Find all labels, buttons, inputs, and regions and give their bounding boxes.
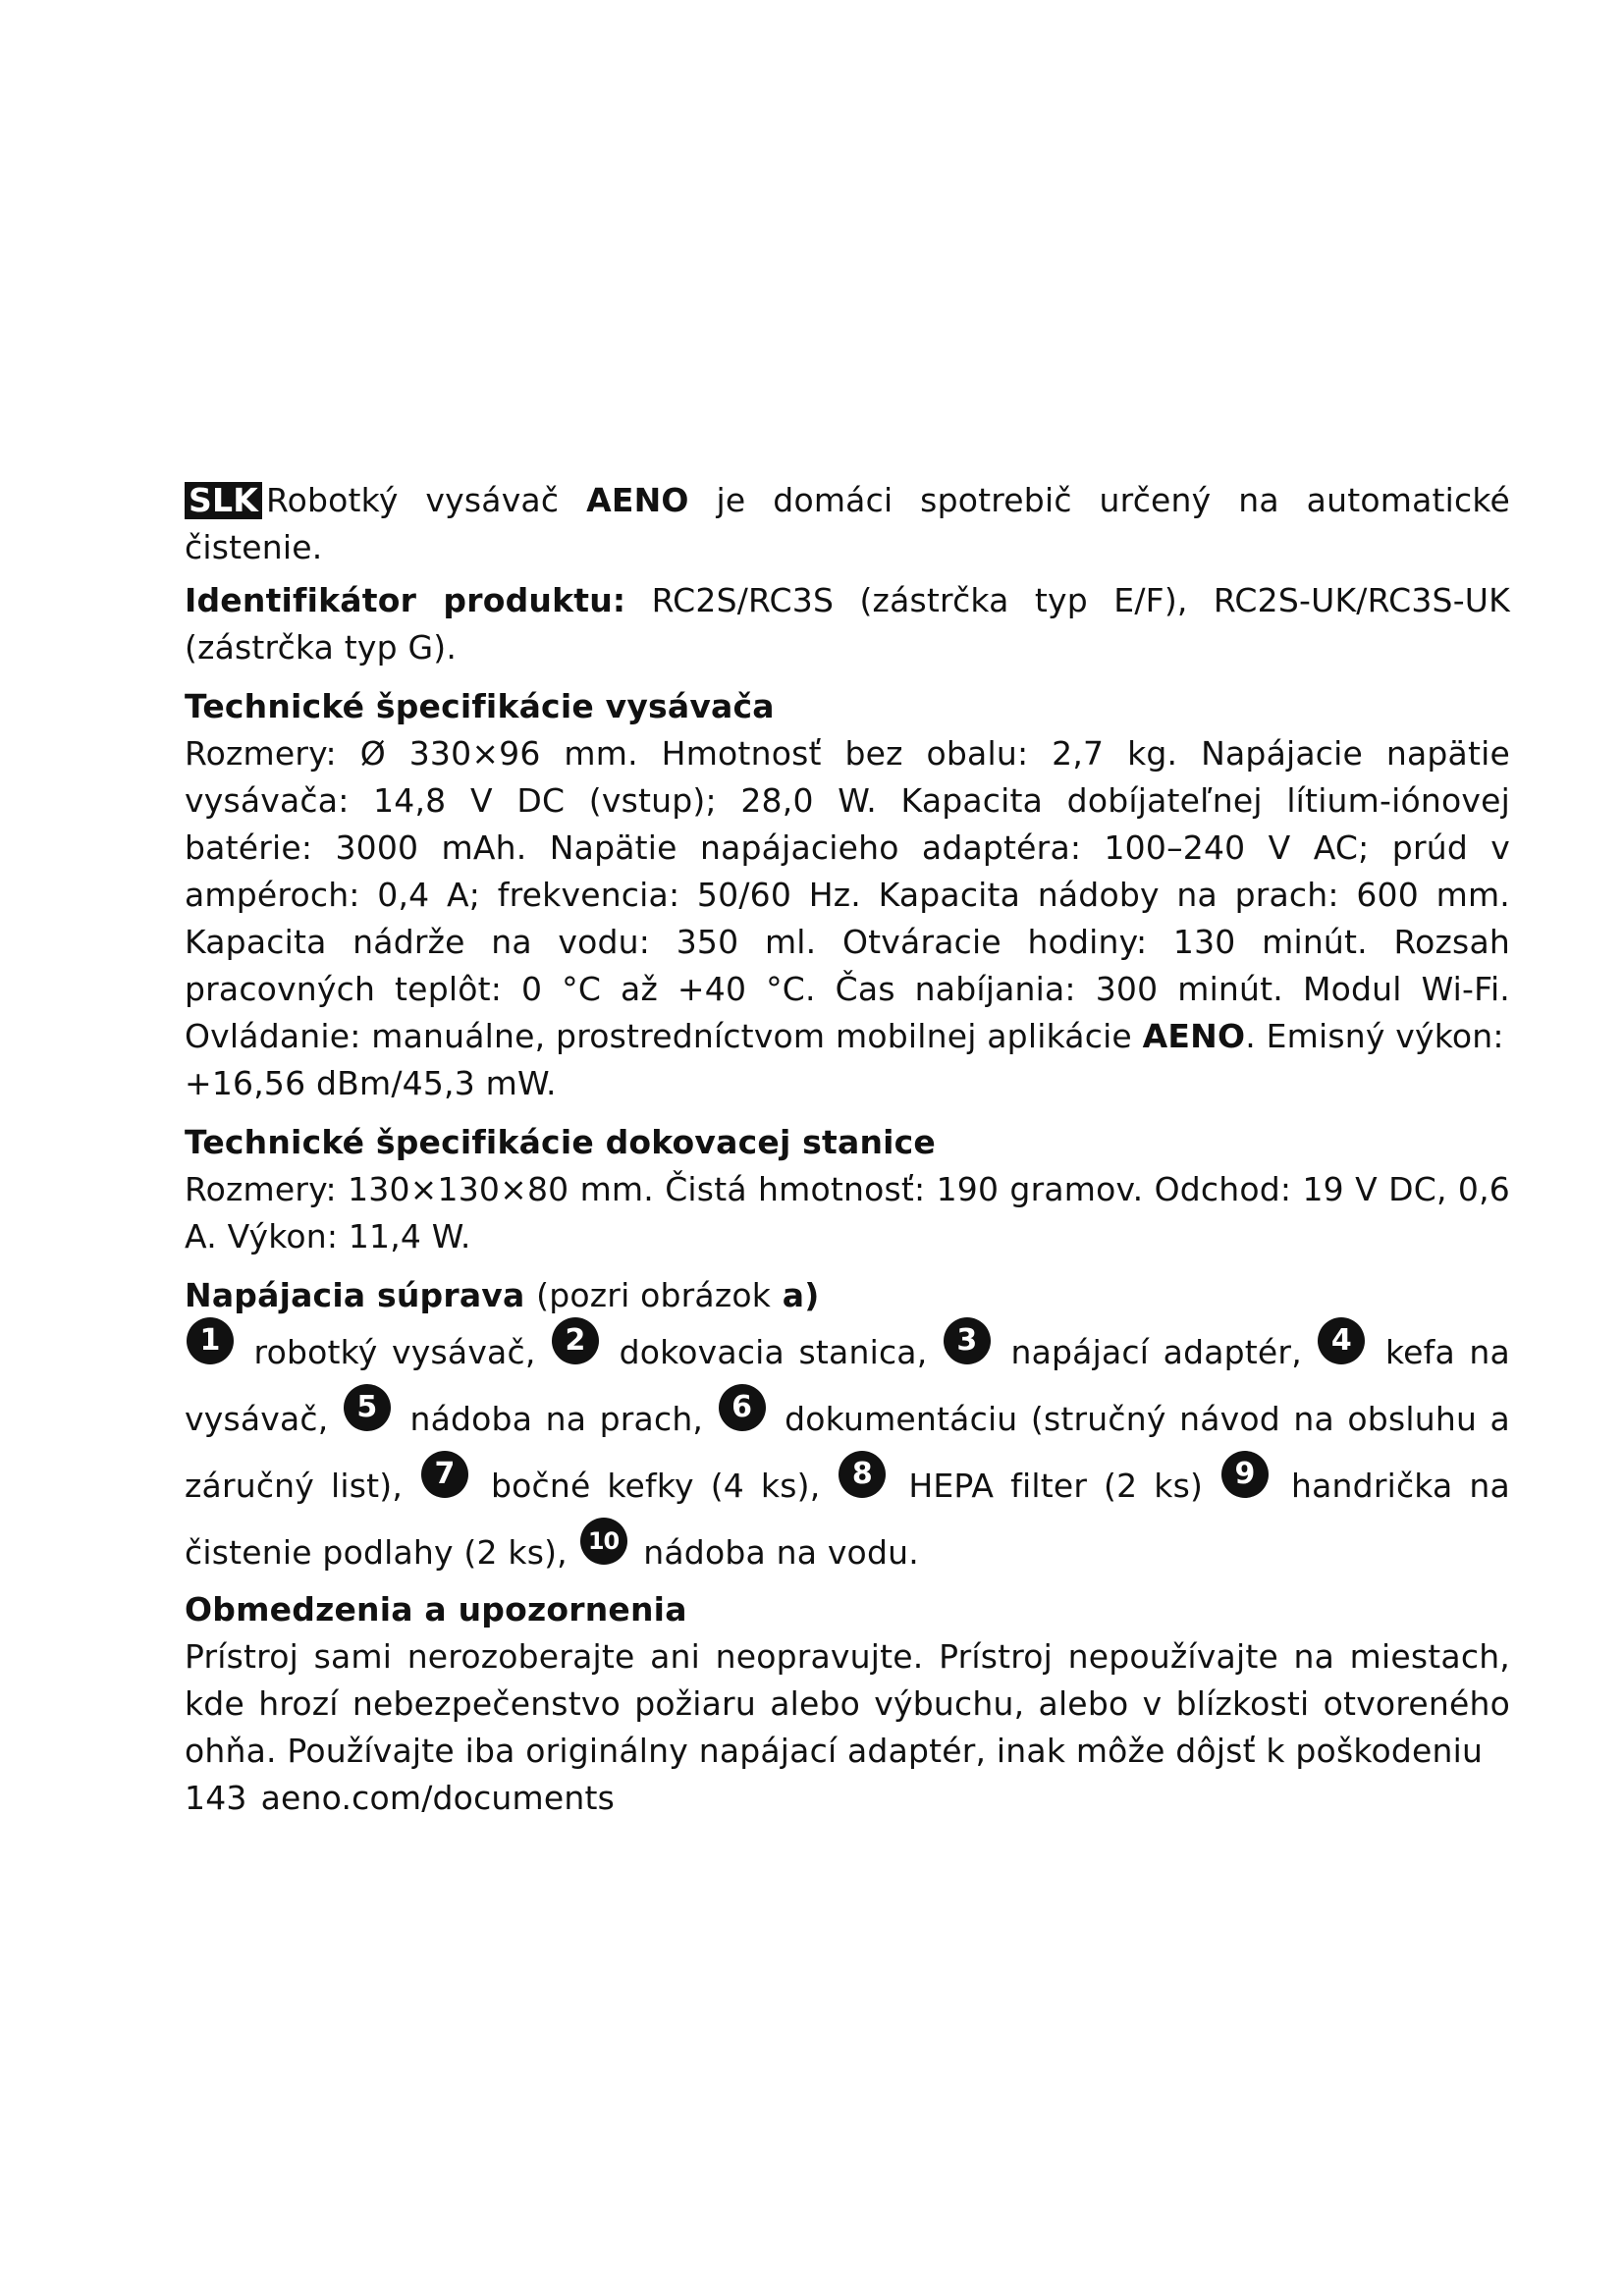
number-9-icon: 9 bbox=[1221, 1451, 1269, 1498]
footer-url: aeno.com/documents bbox=[260, 1779, 616, 1817]
document-page bbox=[185, 477, 1510, 1822]
dock-specs-paragraph: Rozmery: 130×130×80 mm. Čistá hmotnosť: 190 gramov. Odchod: 19 V DC, 0,6 A. Výkon: 11,4 W. bbox=[185, 1170, 1510, 1255]
number-1-icon: 1 bbox=[187, 1317, 234, 1364]
identifier-label: Identifikátor produktu: bbox=[185, 581, 626, 619]
list-item bbox=[550, 1322, 928, 1371]
kit-item-text: HEPA filter (2 ks) bbox=[908, 1467, 1204, 1505]
number-8-icon: 8 bbox=[839, 1451, 886, 1498]
intro-text-after: je domáci spotrebič určený na automatické čistenie. bbox=[185, 481, 1510, 566]
kit-item-text: robotký vysávač, bbox=[253, 1333, 536, 1371]
number-3-icon: 3 bbox=[944, 1317, 991, 1364]
vacuum-specs-text-last: +16,56 dBm/45,3 mW. bbox=[185, 1064, 557, 1102]
kit-item-text: handrička na čistenie podlahy (2 ks), bbox=[185, 1467, 1510, 1572]
kit-item-text: napájací adaptér, bbox=[1010, 1333, 1302, 1371]
identifier-text: RC2S/RC3S (zástrčka typ E/F), RC2S-UK/RC3S-UK (zástrčka typ G). bbox=[185, 581, 1510, 667]
kit-item-text: nádoba na vodu. bbox=[643, 1533, 919, 1572]
list-item bbox=[419, 1456, 821, 1505]
kit-heading-note: (pozri obrázok bbox=[536, 1276, 772, 1314]
number-7-icon: 7 bbox=[421, 1451, 468, 1498]
kit-item-text: bočné kefky (4 ks), bbox=[490, 1467, 821, 1505]
number-4-icon: 4 bbox=[1318, 1317, 1365, 1364]
vacuum-specs-text: Rozmery: Ø 330×96 mm. Hmotnosť bez obalu: 2,7 kg. Napájacie napätie vysávača: 14,8 V DC (vstup); 28,0 W. Kapacita dobíjateľnej lítium-iónovej batérie: 3000 mAh. Napätie napájacieho adaptéra: 100–240 V AC; prúd v ampéroch: 0,4 A; frekvencia: 50/60 Hz. Kapacita nádoby na prach: 600 mm. Kapacita nádrže na vodu: 350 ml. Otváracie hodiny: 130 minút. Rozsah pracovných teplôt: 0 °C až +40 °C. Čas nabíjania: 300 minút. Modul Wi-Fi. Ovládanie: manuálne, prostredníctvom mobilnej aplikácie bbox=[185, 734, 1510, 1055]
kit-item-text: kefa na vysávač, bbox=[185, 1333, 1510, 1438]
kit-heading-ref: a) bbox=[782, 1276, 820, 1314]
kit-item-text: nádoba na prach, bbox=[409, 1400, 704, 1438]
list-item bbox=[578, 1526, 919, 1572]
vacuum-specs-text-after: . Emisný výkon: bbox=[1245, 1017, 1504, 1055]
number-6-icon: 6 bbox=[719, 1384, 766, 1431]
number-2-icon: 2 bbox=[552, 1317, 599, 1364]
vacuum-specs-brand: AENO bbox=[1142, 1017, 1246, 1055]
dock-specs-heading: Technické špecifikácie dokovacej stanice bbox=[185, 1123, 936, 1161]
list-item bbox=[837, 1456, 1204, 1505]
list-item bbox=[342, 1389, 704, 1438]
number-10-icon: 10 bbox=[580, 1518, 627, 1565]
vacuum-specs-heading: Technické špecifikácie vysávača bbox=[185, 687, 775, 725]
page-number: 143 bbox=[185, 1779, 247, 1817]
vacuum-specs-paragraph bbox=[185, 730, 1510, 1107]
list-item bbox=[942, 1322, 1302, 1371]
intro-paragraph bbox=[185, 477, 1510, 571]
kit-list bbox=[185, 1319, 1510, 1586]
intro-brand: AENO bbox=[586, 481, 689, 519]
kit-heading bbox=[185, 1272, 1510, 1319]
number-5-icon: 5 bbox=[344, 1384, 391, 1431]
kit-heading-title: Napájacia súprava bbox=[185, 1276, 525, 1314]
kit-item-text: dokumentáciu (stručný návod na obsluhu a záručný list), bbox=[185, 1400, 1510, 1505]
kit-item-text: dokovacia stanica, bbox=[619, 1333, 928, 1371]
page-footer bbox=[185, 1775, 1510, 1822]
list-item bbox=[185, 1322, 536, 1371]
identifier-paragraph bbox=[185, 577, 1510, 671]
warnings-paragraph: Prístroj sami nerozoberajte ani neopravujte. Prístroj nepoužívajte na miestach, kde hrozí nebezpečenstvo požiaru alebo výbuchu, alebo v blízkosti otvoreného ohňa. Používajte iba originálny napájací adaptér, inak môže dôjsť k poškodeniu bbox=[185, 1637, 1510, 1770]
language-badge: SLK bbox=[185, 482, 262, 519]
intro-text-before: Robotký vysávač bbox=[265, 481, 560, 519]
warnings-heading: Obmedzenia a upozornenia bbox=[185, 1590, 687, 1629]
